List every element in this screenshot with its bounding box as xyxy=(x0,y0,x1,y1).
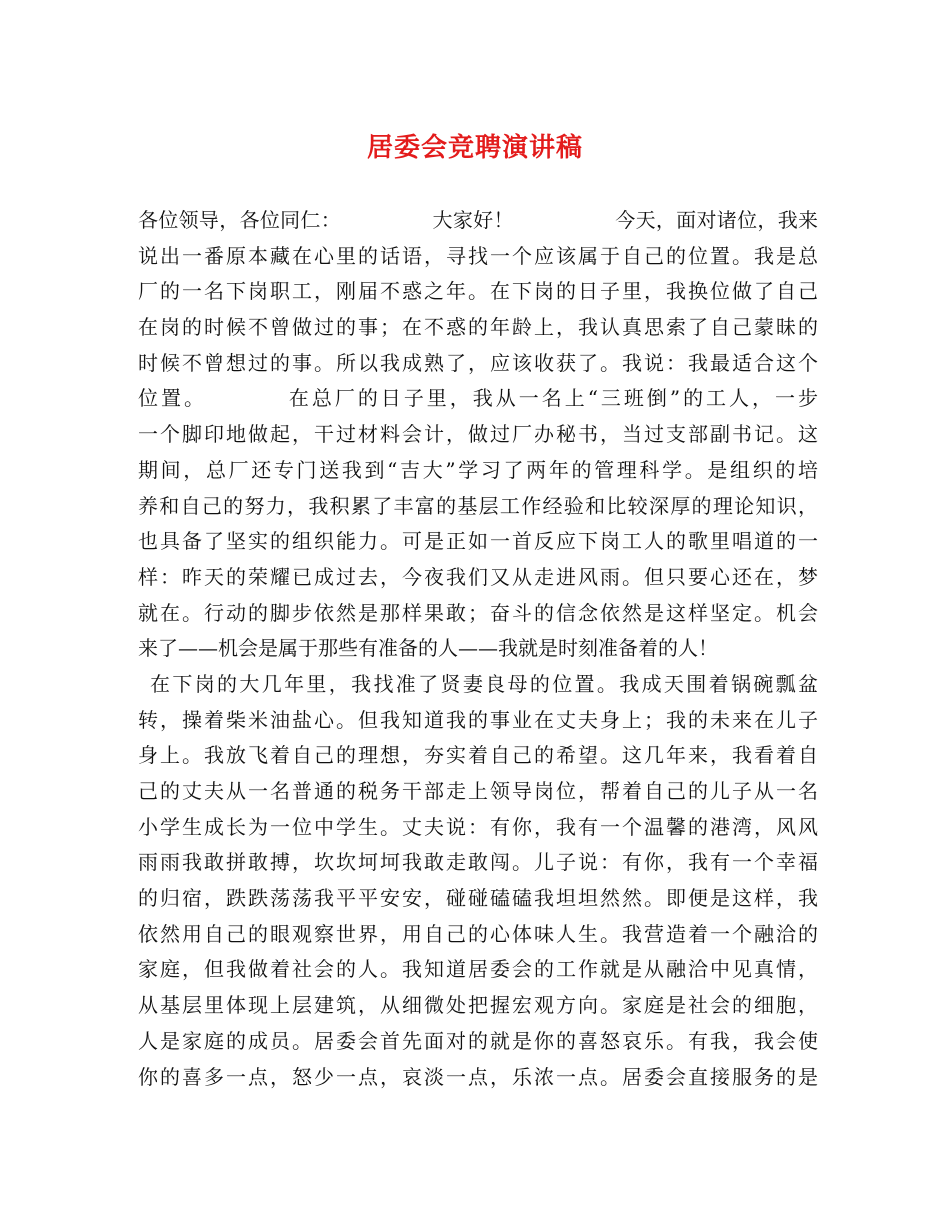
body-line: 转，操着柴米油盐心。但我知道我的事业在丈夫身上；我的未来在儿子 xyxy=(138,707,818,732)
document-title: 居委会竞聘演讲稿 xyxy=(366,133,583,163)
body-line: 己的丈夫从一名普通的税务干部走上领导岗位，帮着自己的儿子从一名 xyxy=(138,779,818,803)
body-line: 家庭，但我做着社会的人。我知道居委会的工作就是从融洽中见真情， xyxy=(138,957,818,982)
body-line: 时候不曾想过的事。所以我成熟了，应该收获了。我说：我最适合这个 xyxy=(138,350,818,375)
body-line: 在岗的时候不曾做过的事；在不惑的年龄上，我认真思索了自己蒙昧的 xyxy=(138,315,818,340)
body-line: 位置。 在总厂的日子里，我从一名上“三班倒”的工人，一步 xyxy=(138,386,818,411)
body-line: 厂的一名下岗职工，刚届不惑之年。在下岗的日子里，我换位做了自己 xyxy=(138,279,818,304)
body-line: 也具备了坚实的组织能力。可是正如一首反应下岗工人的歌里唱道的一 xyxy=(138,529,818,554)
body-line: 小学生成长为一位中学生。丈夫说：有你，我有一个温馨的港湾，风风 xyxy=(138,814,818,839)
body-line: 样：昨天的荣耀已成过去，今夜我们又从走进风雨。但只要心还在，梦 xyxy=(138,564,818,589)
body-line: 期间，总厂还专门送我到“吉大”学习了两年的管理科学。是组织的培 xyxy=(138,457,818,482)
body-line: 依然用自己的眼观察世界，用自己的心体味人生。我营造着一个融洽的 xyxy=(138,921,818,946)
body-line: 来了——机会是属于那些有准备的人——我就是时刻准备着的人！ xyxy=(138,636,718,661)
body-line: 说出一番原本藏在心里的话语，寻找一个应该属于自己的位置。我是总 xyxy=(138,243,818,268)
body-line: 你的喜多一点，怒少一点，哀淡一点，乐浓一点。居委会直接服务的是 xyxy=(138,1064,818,1089)
body-line: 从基层里体现上层建筑，从细微处把握宏观方向。家庭是社会的细胞， xyxy=(138,993,818,1018)
body-line: 养和自己的努力，我积累了丰富的基层工作经验和比较深厚的理论知识， xyxy=(138,493,818,518)
body-line: 身上。我放飞着自己的理想，夯实着自己的希望。这几年来，我看着自 xyxy=(138,743,818,768)
body-line: 在下岗的大几年里，我找准了贤妻良母的位置。我成天围着锅碗瓢盆 xyxy=(150,671,818,696)
document-body xyxy=(138,203,818,1095)
body-line: 人是家庭的成员。居委会首先面对的就是你的喜怒哀乐。有我，我会使 xyxy=(138,1028,818,1053)
body-line: 就在。行动的脚步依然是那样果敢；奋斗的信念依然是这样坚定。机会 xyxy=(138,600,818,625)
body-line: 各位领导，各位同仁： 大家好！ 今天，面对诸位，我来 xyxy=(138,208,818,232)
body-line: 雨雨我敢拼敢搏，坎坎坷坷我敢走敢闯。儿子说：有你，我有一个幸福 xyxy=(138,850,818,875)
body-line: 的归宿，跌跌荡荡我平平安安，碰碰磕磕我坦坦然然。即便是这样，我 xyxy=(138,886,818,911)
body-line: 一个脚印地做起，干过材料会计，做过厂办秘书，当过支部副书记。这 xyxy=(138,422,818,447)
